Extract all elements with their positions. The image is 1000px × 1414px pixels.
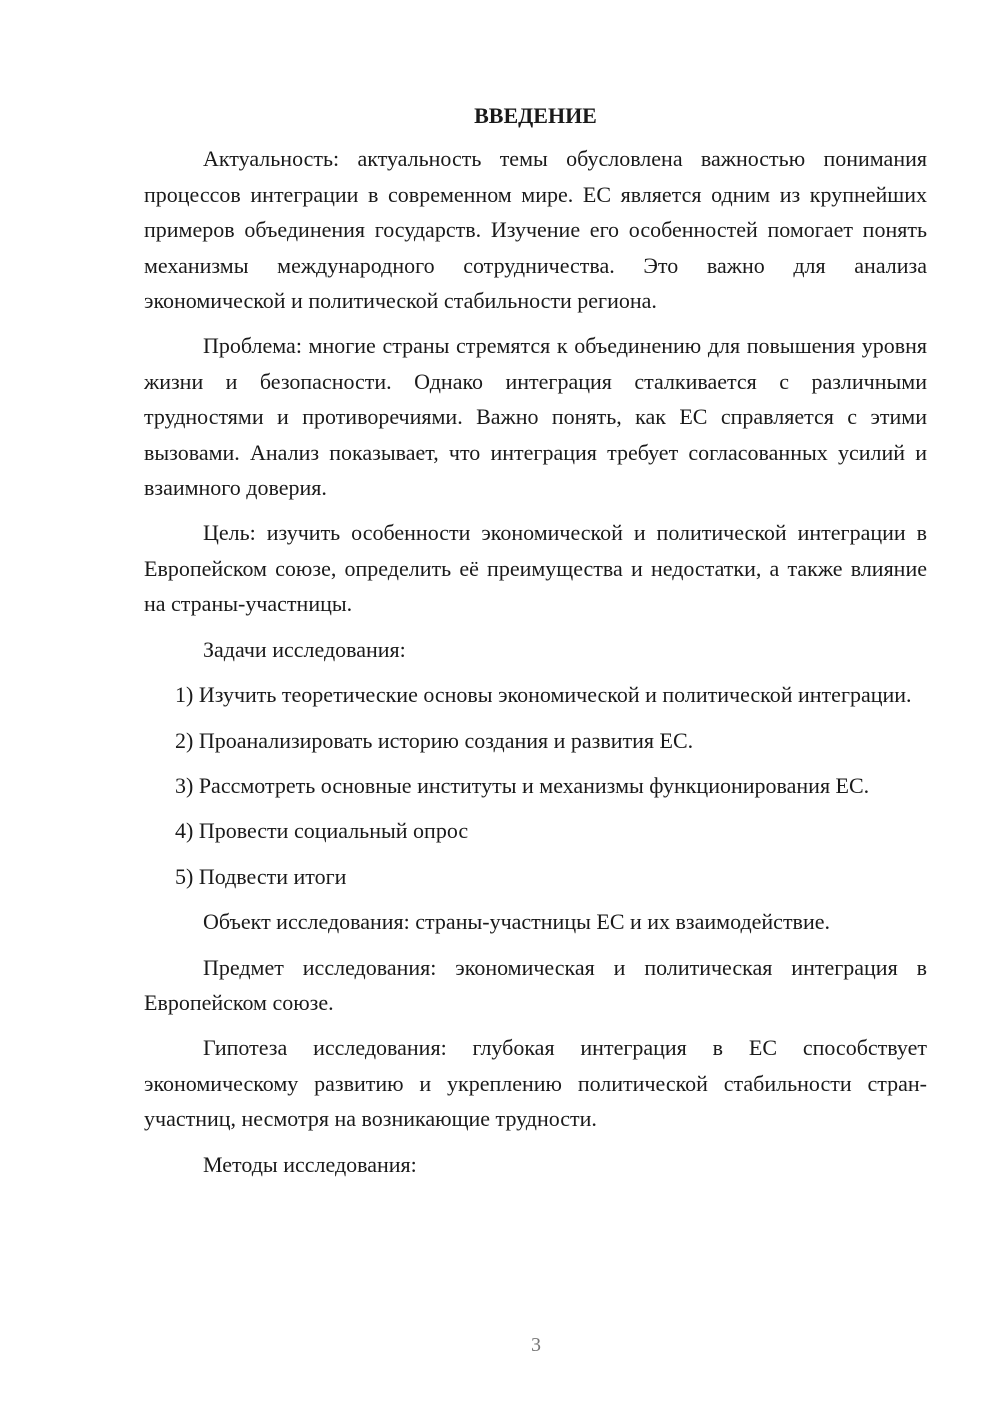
methods-title: Методы исследования:: [203, 1151, 417, 1177]
task-item-1: 1) Изучить теоретические основы экономической и политической интеграции.: [175, 682, 912, 708]
hypothesis-paragraph: Гипотеза исследования: глубокая интеграция в ЕС способствует экономическому развитию и укреплению политической стабильности стран-участниц, несмотря на возникающие трудности.: [144, 1035, 927, 1132]
page-content: [144, 98, 927, 1192]
task-item-3: 3) Рассмотреть основные институты и механизмы функционирования ЕС.: [175, 772, 870, 798]
page-heading: ВВЕДЕНИЕ: [474, 103, 597, 128]
tasks-title: Задачи исследования:: [203, 636, 406, 662]
relevance-paragraph: Актуальность: актуальность темы обусловлена важностью понимания процессов интеграции в современном мире. ЕС является одним из крупнейших примеров объединения государств. Изучение его особенностей помогает понять механизмы международного сотрудничества. Это важно для анализа экономической и политической стабильности региона.: [144, 146, 927, 314]
object-paragraph: Объект исследования: страны-участницы ЕС и их взаимодействие.: [203, 909, 830, 935]
task-item-2: 2) Проанализировать историю создания и развития ЕС.: [175, 727, 694, 753]
subject-paragraph: Предмет исследования: экономическая и политическая интеграция в Европейском союзе.: [144, 954, 927, 1015]
goal-paragraph: Цель: изучить особенности экономической и политической интеграции в Европейском союзе, определить её преимущества и недостатки, а также влияние на страны-участницы.: [144, 520, 927, 617]
page-number: 3: [531, 1334, 541, 1356]
task-item-4: 4) Провести социальный опрос: [175, 818, 469, 844]
problem-paragraph: Проблема: многие страны стремятся к объединению для повышения уровня жизни и безопасности. Однако интеграция сталкивается с различными трудностями и противоречиями. Важно понять, как ЕС справляется с этими вызовами. Анализ показывает, что интеграция требует согласованных усилий и взаимного доверия.: [144, 333, 927, 501]
task-item-5: 5) Подвести итоги: [175, 863, 347, 889]
